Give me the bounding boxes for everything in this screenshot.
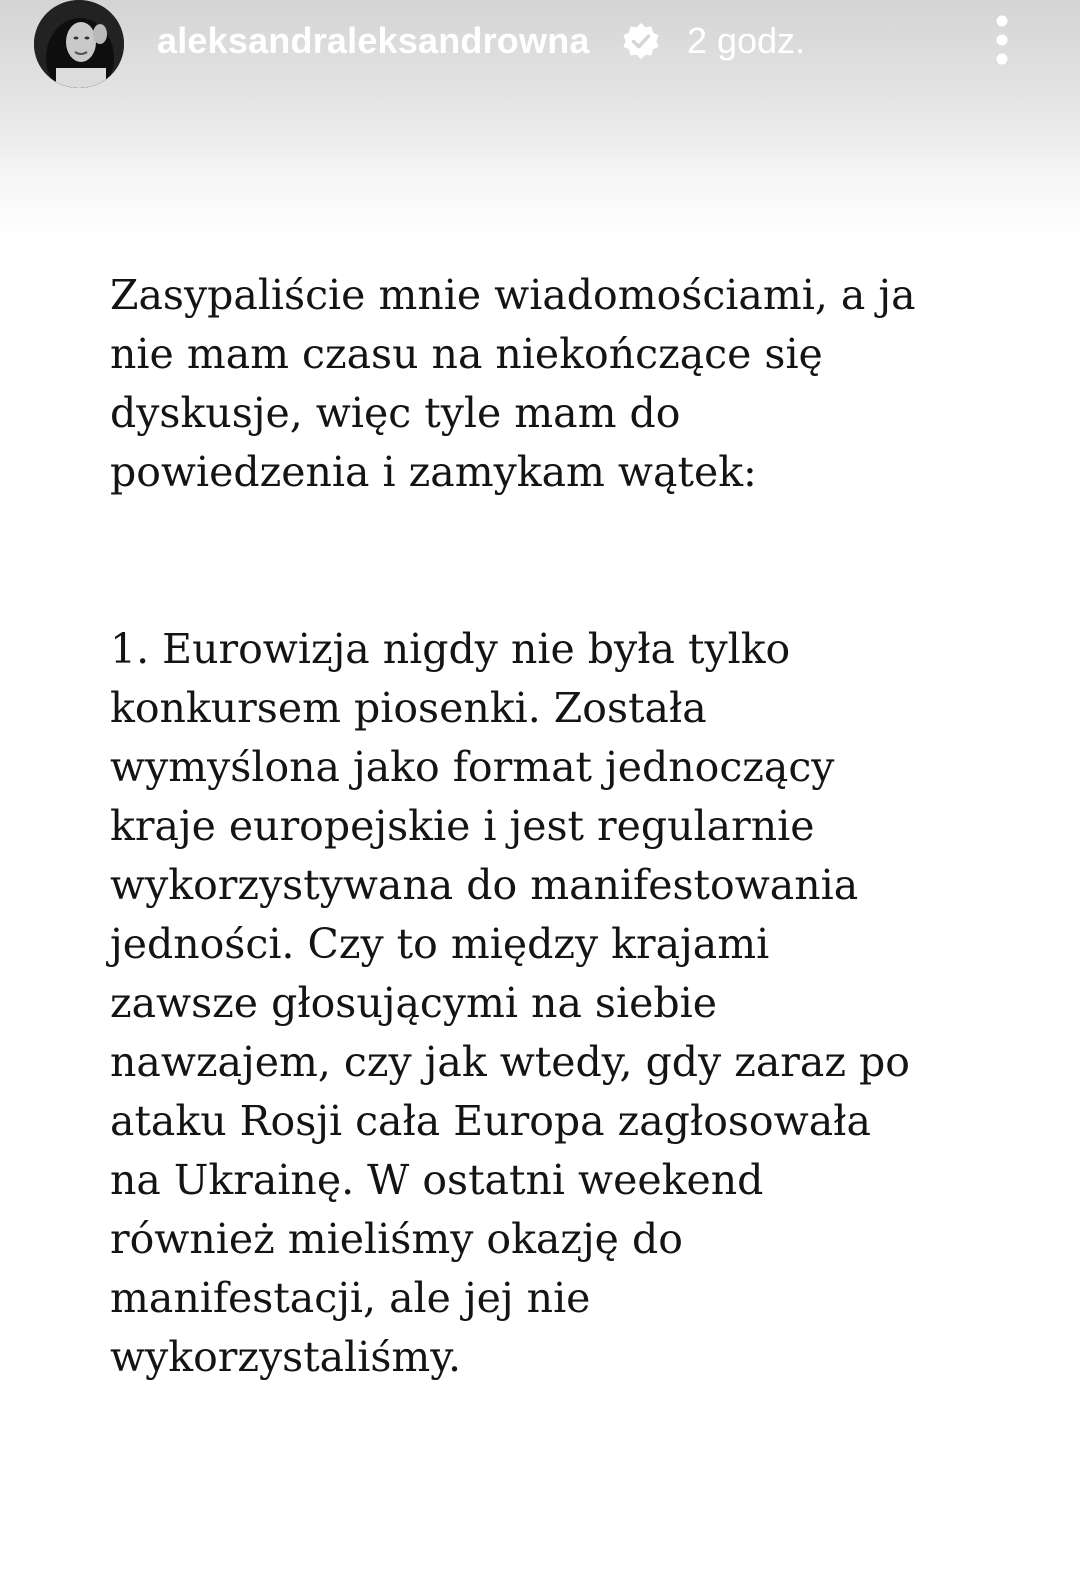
verified-badge-icon [621,22,661,62]
story-intro-text: Zasypaliście mnie wiadomościami, a ja nie mam czasu na niekończące się dyskusje, więc tyle mam do powiedzenia i zamykam wątek: [110,271,916,496]
avatar-photo [34,0,124,88]
avatar[interactable] [34,0,124,88]
more-vertical-icon[interactable] [985,12,1019,68]
username[interactable]: aleksandraleksandrowna [157,20,590,61]
timestamp: 2 godz. [687,20,806,61]
story-point-1-text: 1. Eurowizja nigdy nie była tylko konkursem piosenki. Została wymyślona jako format jednoczący kraje europejskie i jest regularnie wykorzystywana do manifestowania jedności. Czy to między krajami zawsze głosującymi na siebie nawzajem, czy jak wtedy, gdy zaraz po ataku Rosji cała Europa zagłosowała na Ukrainę. W ostatni weekend również mieliśmy okazję do manifestacji, ale jej nie wykorzystaliśmy. [110,625,910,1381]
story-header [0,0,1080,240]
